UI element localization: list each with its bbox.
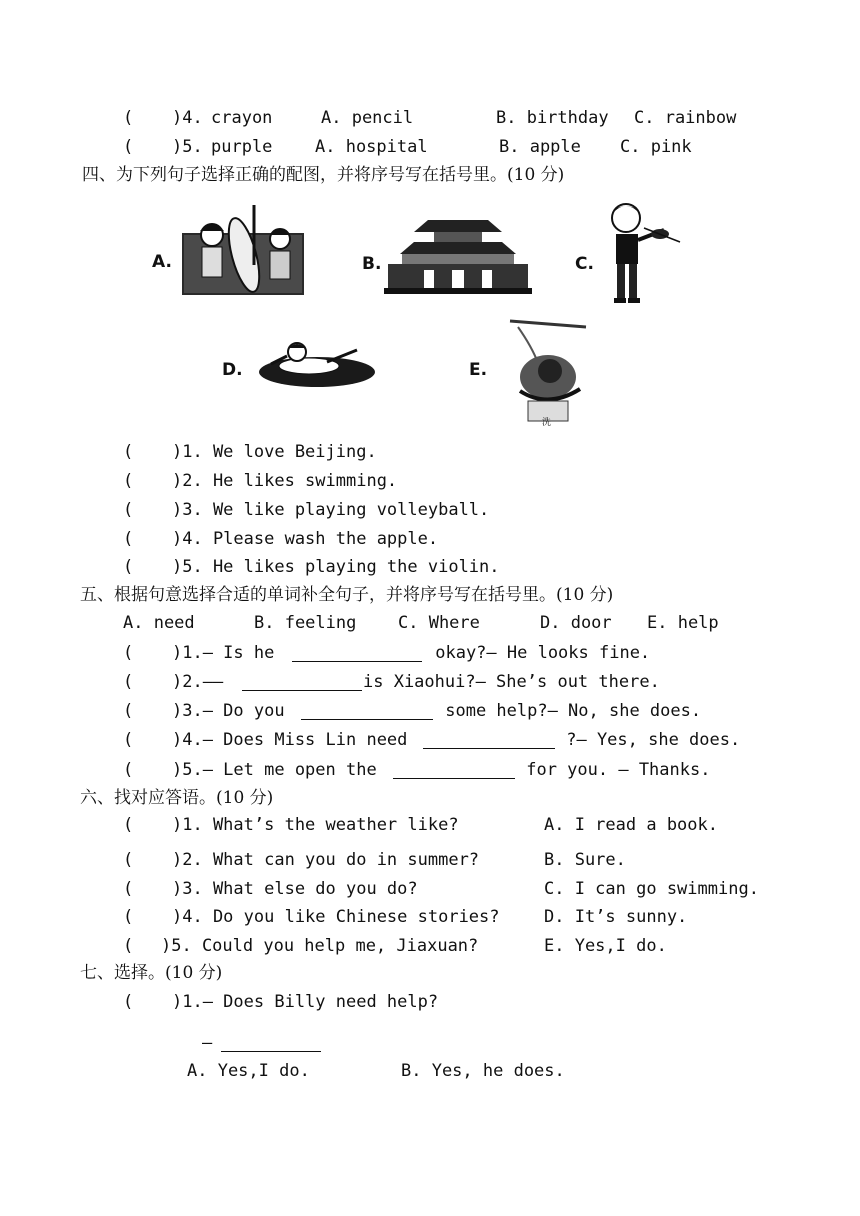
question-text: )1.— Does Billy need help?: [172, 992, 439, 1012]
answer-paren[interactable]: (: [123, 471, 134, 491]
answer-option: B. Sure.: [544, 850, 626, 870]
question-text: )3. What else do you do?: [172, 879, 418, 899]
answer-paren[interactable]: (: [123, 936, 134, 956]
section6-heading: 六、找对应答语。(10 分): [80, 788, 274, 808]
answer-paren[interactable]: (: [123, 850, 134, 870]
answer-paren[interactable]: (: [123, 907, 134, 927]
word-option: D. door: [540, 613, 612, 633]
option-c: C. pink: [620, 137, 692, 157]
item-number: )5.: [172, 137, 203, 157]
answer-paren[interactable]: (: [123, 879, 134, 899]
svg-text:洗: 洗: [542, 418, 552, 428]
option-c: C. rainbow: [634, 108, 737, 128]
list-item: )1. We love Beijing.: [172, 442, 377, 462]
answer-paren[interactable]: (: [123, 557, 134, 577]
answer-paren[interactable]: (: [123, 500, 134, 520]
option-a: A. pencil: [321, 108, 414, 128]
item-word: purple: [211, 137, 273, 157]
fill-blank[interactable]: [423, 732, 555, 749]
section5-heading: 五、根据句意选择合适的单词补全句子，并将序号写在括号里。(10 分): [80, 585, 614, 605]
answer-paren[interactable]: (: [123, 760, 134, 780]
picture-label-e: E.: [469, 360, 488, 380]
question-text: )4. Do you like Chinese stories?: [172, 907, 500, 927]
list-item: )4. Please wash the apple.: [172, 529, 439, 549]
word-option: B. feeling: [254, 613, 357, 633]
picture-label-a: A.: [152, 252, 172, 272]
picture-label-c: C.: [575, 254, 594, 274]
sentence-part: some help?— No, she does.: [435, 701, 702, 721]
list-item: )2. He likes swimming.: [172, 471, 398, 491]
list-item: )5. He likes playing the violin.: [172, 557, 500, 577]
item-number: )4.: [172, 108, 203, 128]
option-b: B. birthday: [496, 108, 609, 128]
sentence-part: )3.— Do you: [172, 701, 295, 721]
answer-option: E. Yes,I do.: [544, 936, 667, 956]
fill-blank[interactable]: [292, 645, 422, 662]
sentence-part: okay?— He looks fine.: [425, 643, 651, 663]
sentence-part: )2.——: [172, 672, 224, 692]
answer-paren[interactable]: (: [123, 672, 134, 692]
sentence-part: )1.— Is he: [172, 643, 285, 663]
sentence-part: ?— Yes, she does.: [556, 730, 741, 750]
section7-heading: 七、选择。(10 分): [80, 963, 223, 983]
answer-option: D. It’s sunny.: [544, 907, 688, 927]
sentence-part: )4.— Does Miss Lin need: [172, 730, 418, 750]
answer-paren[interactable]: (: [123, 992, 134, 1012]
word-option: E. help: [647, 613, 719, 633]
answer-paren[interactable]: (: [123, 815, 134, 835]
answer-paren[interactable]: (: [123, 701, 134, 721]
item-word: crayon: [211, 108, 273, 128]
fill-blank[interactable]: [393, 762, 515, 779]
question-text: )2. What can you do in summer?: [172, 850, 480, 870]
boy-violin-picture: [604, 198, 682, 306]
dialogue-dash: —: [202, 1033, 213, 1053]
question-text: )5. Could you help me, Jiaxuan?: [161, 936, 479, 956]
tiananmen-picture: [384, 210, 532, 294]
answer-option: C. I can go swimming.: [544, 879, 759, 899]
picture-label-d: D.: [222, 360, 243, 380]
sentence-part: is Xiaohui?— She’s out there.: [363, 672, 660, 692]
answer-option: A. I read a book.: [544, 815, 718, 835]
answer-paren[interactable]: (: [123, 529, 134, 549]
word-option: A. need: [123, 613, 195, 633]
choice-b[interactable]: B. Yes, he does.: [401, 1061, 565, 1081]
swimming-picture: [257, 336, 379, 390]
answer-paren[interactable]: (: [123, 137, 134, 157]
answer-paren[interactable]: (: [123, 442, 134, 462]
sentence-part: )5.— Let me open the: [172, 760, 387, 780]
picture-label-b: B.: [362, 254, 382, 274]
fill-blank[interactable]: [301, 703, 433, 720]
option-a: A. hospital: [315, 137, 428, 157]
section4-heading: 四、为下列句子选择正确的配图，并将序号写在括号里。(10 分): [82, 165, 565, 185]
fill-blank[interactable]: [221, 1035, 321, 1052]
sentence-part: for you. — Thanks.: [516, 760, 711, 780]
answer-paren[interactable]: (: [123, 108, 134, 128]
question-text: )1. What’s the weather like?: [172, 815, 459, 835]
choice-a[interactable]: A. Yes,I do.: [187, 1061, 310, 1081]
children-volleyball-picture: [182, 205, 304, 298]
fill-blank[interactable]: [242, 674, 362, 691]
answer-paren[interactable]: (: [123, 643, 134, 663]
option-b: B. apple: [499, 137, 581, 157]
word-option: C. Where: [398, 613, 480, 633]
washing-apple-picture: [508, 317, 588, 429]
answer-paren[interactable]: (: [123, 730, 134, 750]
list-item: )3. We like playing volleyball.: [172, 500, 490, 520]
